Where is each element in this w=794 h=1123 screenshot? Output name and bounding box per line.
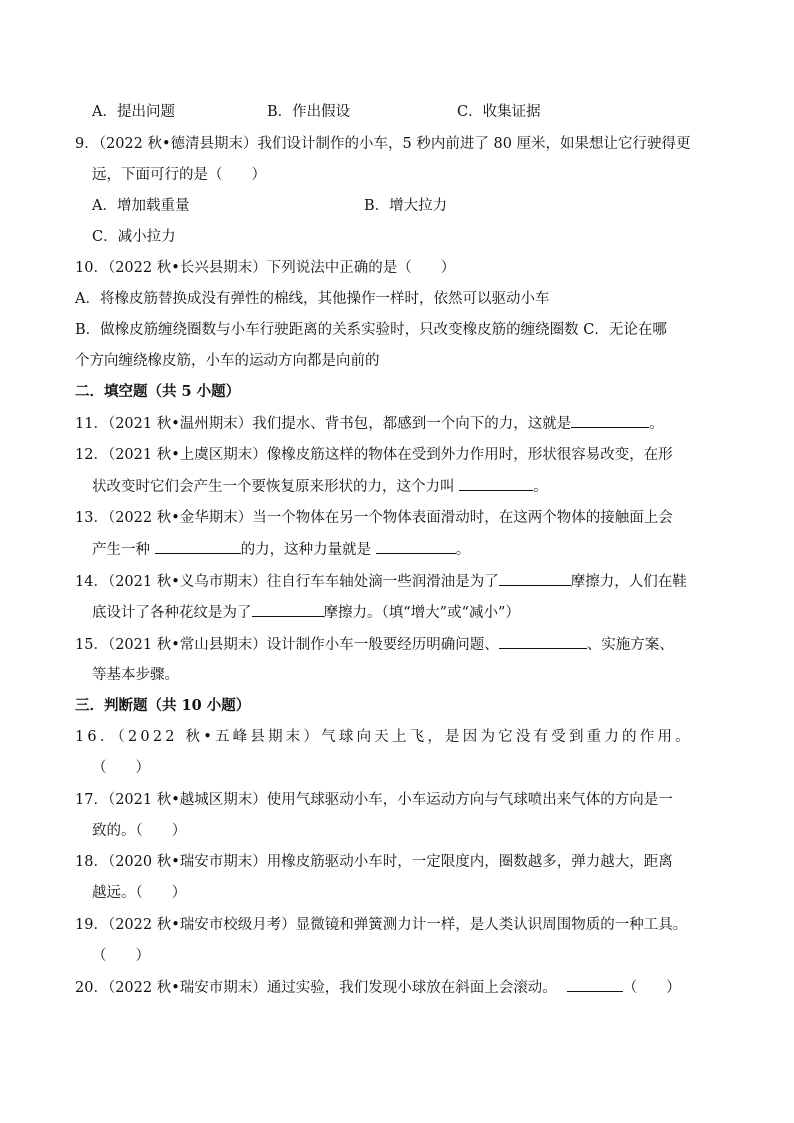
section-fill-blank-title: 二．填空题（共 5 小题） xyxy=(75,383,241,400)
q14-text-c: 底设计了各种花纹是为了 xyxy=(92,605,252,621)
q16-answer-paren[interactable]: （ ） xyxy=(92,760,150,776)
q15-line2: 等基本步骤。 xyxy=(92,667,179,683)
q19-line1: 19．（2022 秋•瑞安市校级月考）显微镜和弹簧测力计一样，是人类认识周围物质的一种工具。 xyxy=(75,917,688,933)
q10-option-c-cont: 个方向缠绕橡皮筋，小车的运动方向都是向前的 xyxy=(75,353,380,369)
q13-end: 。 xyxy=(455,542,471,558)
q9-option-a: A．增加载重量 xyxy=(92,198,190,214)
q20-text: 20．（2022 秋•瑞安市期末）通过实验，我们发现小球放在斜面上会滚动。 xyxy=(75,980,557,996)
q10-option-a: A．将橡皮筋替换成没有弹性的棉线，其他操作一样时，依然可以驱动小车 xyxy=(75,291,550,307)
q9-option-c: C．减小拉力 xyxy=(92,229,176,245)
q14-text-a: 14．（2021 秋•义乌市期末）往自行车车轴处滴一些润滑油是为了 xyxy=(75,574,499,590)
q17-line2[interactable]: 致的。（ ） xyxy=(92,823,187,839)
q15-text-b: 、实施方案、 xyxy=(586,637,674,653)
q20-answer-paren[interactable]: （ ） xyxy=(622,980,681,996)
q14-text-d: 摩擦力。（填“增大”或“减小”） xyxy=(323,605,520,621)
q9-line1: 9．（2022 秋•德清县期末）我们设计制作的小车，5 秒内前进了 80 厘米，如果想让它行驶得更 xyxy=(75,136,691,152)
q15-text-a: 15．（2021 秋•常山县期末）设计制作小车一般要经历明确问题、 xyxy=(75,637,499,653)
q8-options xyxy=(92,102,541,122)
q13-answer-blank-1[interactable] xyxy=(155,539,241,554)
q17-line1: 17．（2021 秋•越城区期末）使用气球驱动小车，小车运动方向与气球喷出来气体的方向是一 xyxy=(75,792,673,808)
q10-option-b: B．做橡皮筋缠绕圈数与小车行驶距离的关系实验时，只改变橡皮筋的缠绕圈数 C．无论在哪 xyxy=(75,322,667,338)
q9-line2: 远，下面可行的是（ ） xyxy=(92,167,266,183)
q13-text-b: 的力，这种力量就是 xyxy=(240,542,376,558)
q19-answer-paren[interactable]: （ ） xyxy=(92,948,150,964)
q14-text-b: 摩擦力，人们在鞋 xyxy=(570,574,687,590)
q10-line1: 10．（2022 秋•长兴县期末）下列说法中正确的是（ ） xyxy=(75,260,456,276)
q15-line1 xyxy=(75,634,674,655)
q11-text: 11．（2021 秋•温州期末）我们提水、背书包，都感到一个向下的力，这就是 xyxy=(75,416,572,432)
q13-line2 xyxy=(92,539,470,560)
q13-line1: 13．（2022 秋•金华期末）当一个物体在另一个物体表面滑动时，在这两个物体的接触面上会 xyxy=(75,510,673,526)
q8-option-c: C．收集证据 xyxy=(457,104,541,120)
q18-line1: 18．（2020 秋•瑞安市期末）用橡皮筋驱动小车时，一定限度内，圈数越多，弹力越大，距离 xyxy=(75,854,673,870)
q20-answer-blank[interactable] xyxy=(567,977,623,992)
q8-option-a: A．提出问题 xyxy=(92,104,175,120)
section-true-false-title: 三．判断题（共 10 小题） xyxy=(75,697,251,714)
q20 xyxy=(75,977,681,998)
q9-options-row xyxy=(92,196,447,216)
q9-option-b: B．增大拉力 xyxy=(364,198,448,214)
q12-answer-blank[interactable] xyxy=(459,476,533,491)
q16-line1: 16．（2022 秋•五峰县期末）气球向天上飞，是因为它没有受到重力的作用。 xyxy=(75,729,693,745)
q8-option-b: B．作出假设 xyxy=(267,104,351,120)
q14-answer-blank-1[interactable] xyxy=(499,571,571,586)
q11-end: 。 xyxy=(649,416,664,432)
q18-line2[interactable]: 越远。（ ） xyxy=(92,885,187,901)
q13-answer-blank-2[interactable] xyxy=(376,539,456,554)
q12-text: 状改变时它们会产生一个要恢复原来形状的力，这个力叫 xyxy=(92,479,460,495)
q14-answer-blank-2[interactable] xyxy=(252,602,324,617)
q14-line2 xyxy=(92,602,520,623)
q12-line1: 12．（2021 秋•上虞区期末）像橡皮筋这样的物体在受到外力作用时，形状很容易改变，在形 xyxy=(75,447,673,463)
q13-text-a: 产生一种 xyxy=(92,542,155,558)
q12-line2 xyxy=(92,476,548,497)
q14-line1 xyxy=(75,571,687,592)
q12-end: 。 xyxy=(533,479,548,495)
q15-answer-blank[interactable] xyxy=(499,634,587,649)
q11-answer-blank[interactable] xyxy=(571,413,649,428)
q11 xyxy=(75,413,664,434)
